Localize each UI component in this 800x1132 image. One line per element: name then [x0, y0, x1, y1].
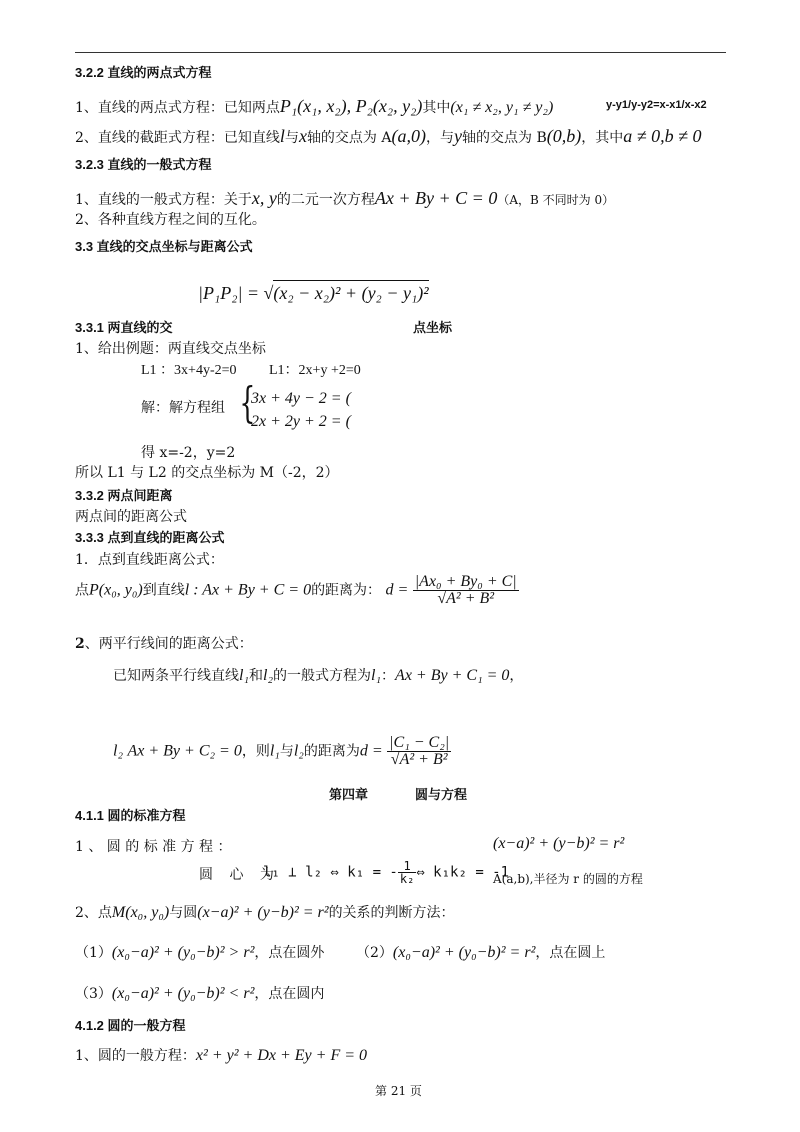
parallel-lines-line: [113, 668, 523, 684]
distance-radicand: (x₂ − x₂)² + (y₂ − y₁)²: [273, 280, 428, 303]
line-l2: L1：2x+y +2=0: [269, 363, 361, 378]
case-1: [75, 945, 324, 961]
section-3-3-1-heading: 3.3.1 两直线的交: [75, 320, 173, 335]
text: 与: [284, 130, 299, 146]
case-2: [356, 945, 605, 961]
intercept-form-line: [75, 127, 702, 145]
two-point-form-line: [75, 97, 553, 116]
text: 1、圆的一般方程：: [75, 1048, 196, 1064]
two-point-form-text: y-y1/y-y2=x-x1/x-x2: [606, 99, 707, 111]
formula-left: l₁ ⊥ l₂ ⇔ k₁ = -: [263, 864, 398, 881]
standard-circle-label: 1 、 圆 的 标 准 方 程 ：: [75, 839, 232, 855]
text: 其中: [422, 100, 451, 116]
section-4-1-1-heading: 4.1.1 圆的标准方程: [75, 808, 186, 823]
text: 和: [249, 668, 264, 684]
case-result: ，点在圆内: [254, 986, 325, 1002]
sqrt-sign: √: [263, 283, 274, 303]
text: 2、点: [75, 905, 112, 921]
system-eq-2: 2x + 2y + 2 = (: [251, 413, 351, 430]
section-3-3-1-heading-right: 点坐标: [413, 320, 453, 335]
case-result: ，点在圆上: [535, 945, 606, 961]
two-point-distance-line: 两点间的距离公式: [75, 509, 187, 525]
text: 的一般式方程为: [273, 668, 372, 684]
text: ：: [381, 668, 396, 684]
text: 的关系的判断方法：: [328, 905, 455, 921]
parallel-distance-fraction: [387, 735, 451, 768]
general-circle-equation: x² + y² + Dx + Ey + F = 0: [195, 1047, 368, 1064]
text: 的距离为：: [311, 582, 382, 599]
page-number: 第 21 页: [375, 1084, 422, 1098]
line-l1: L1 ：3x+4y-2=0: [141, 363, 237, 378]
chapter-4-title: 第四章: [329, 787, 369, 802]
intersection-conclusion: 所以 L1 与 L2 的交点坐标为 M（-2，2）: [75, 465, 339, 481]
text: 到直线: [142, 582, 185, 599]
section-4-1-2-heading: 4.1.2 圆的一般方程: [75, 1018, 186, 1033]
parallel-distance-formula: [113, 735, 451, 768]
section-3-3-2-heading: 3.3.2 两点间距离: [75, 488, 173, 503]
d-equals: d =: [385, 581, 409, 599]
case-result: ，点在圆外: [254, 945, 325, 961]
fraction-denominator: √A² + B²: [437, 590, 495, 607]
var-l: l: [279, 126, 285, 146]
center-label: 圆 心 为: [199, 867, 280, 883]
k-fraction: [398, 860, 416, 885]
line-2-equation: Ax + By + C₂ = 0: [127, 742, 242, 760]
var-l1: l₁: [371, 667, 382, 684]
case-equation: (x₀−a)² + (y₀−b)² = r²: [392, 944, 536, 961]
section-3-2-3-heading: 3.2.3 直线的一般式方程: [75, 157, 212, 172]
distance-fraction: [413, 574, 519, 607]
case-number: （2）: [356, 945, 393, 961]
var-x: x: [298, 126, 307, 146]
general-circle-line: [75, 1048, 367, 1064]
text: 1、直线的一般式方程：关于: [75, 192, 252, 208]
text: ，与: [426, 130, 454, 146]
text: 轴的交点为 A: [306, 130, 392, 146]
standard-circle-equation: (x−a)² + (y−b)² = r²: [493, 835, 625, 852]
condition-formula: (x₁ ≠ x₂, y₁ ≠ y₂): [450, 99, 554, 116]
header-rule: [75, 52, 726, 53]
case-inequality: (x₀−a)² + (y₀−b)² < r²: [111, 985, 255, 1002]
case-3: [75, 986, 324, 1002]
text: ，: [509, 668, 524, 684]
point-line-distance-label: 1．点到直线距离公式：: [75, 552, 224, 568]
point-m: M(x₀, y₀): [111, 904, 170, 921]
fraction-denominator: √A² + B²: [390, 751, 448, 768]
conversion-line: 2、各种直线方程之间的互化。: [75, 212, 266, 228]
case-number: （3）: [75, 986, 112, 1002]
condition-formula: a ≠ 0,b ≠ 0: [623, 126, 702, 146]
chapter-4-subtitle: 圆与方程: [415, 787, 468, 802]
solution-line: 得 x=-2，y=2: [141, 445, 236, 461]
text: 已知两条平行线直线: [113, 668, 239, 684]
perpendicular-formula: [263, 860, 509, 885]
text: 的距离为: [303, 743, 360, 760]
point-circle-relation-line: [75, 905, 455, 921]
note: （A，B 不同时为 0）: [497, 193, 615, 207]
points-formula: P₁(x₁, x₂), P₂(x₂, y₂): [279, 96, 423, 116]
line-1-equation: Ax + By + C₁ = 0: [395, 667, 510, 684]
circle-equation: (x−a)² + (y−b)² = r²: [197, 904, 329, 921]
text: 的二元一次方程: [276, 192, 375, 208]
distance-lhs: |P₁P₂| =: [198, 283, 260, 303]
item-number: 2: [75, 636, 85, 652]
fraction-denominator: k₂: [399, 872, 415, 886]
system-eq-1: 3x + 4y − 2 = (: [251, 390, 351, 407]
text: ，则: [241, 743, 270, 760]
example-line: 1、给出例题：两直线交点坐标: [75, 341, 266, 357]
distance-formula: [198, 284, 429, 302]
var-xy: x, y: [251, 188, 277, 208]
text: 轴的交点为 B: [462, 130, 547, 146]
var-l1: l₁: [239, 667, 250, 684]
var-l2: l₂: [113, 742, 124, 760]
d-equals: d =: [359, 742, 383, 760]
point-a: (a,0): [391, 126, 426, 146]
text: 点: [75, 582, 89, 599]
case-inequality: (x₀−a)² + (y₀−b)² > r²: [111, 944, 255, 961]
section-3-3-3-heading: 3.3.3 点到直线的距离公式: [75, 530, 225, 545]
text: ，其中: [581, 130, 624, 146]
line-l-equation: l : Ax + By + C = 0: [184, 581, 312, 599]
text: 与圆: [169, 905, 198, 921]
point-line-distance-formula: [75, 574, 519, 607]
point-b: (0,b): [546, 126, 582, 146]
var-y: y: [454, 126, 462, 146]
case-number: （1）: [75, 945, 112, 961]
general-form-line: [75, 189, 614, 207]
text: 与: [279, 743, 294, 760]
point-p: P(x₀, y₀): [89, 581, 143, 599]
fraction-numerator: |Ax₀ + By₀ + C|: [414, 573, 517, 590]
var-l1: l₁: [269, 742, 280, 760]
solve-label: 解：解方程组: [141, 400, 225, 416]
center-radius-note: A(a,b),半径为 r 的圆的方程: [493, 872, 643, 886]
text: 、两平行线间的距离公式：: [84, 636, 253, 652]
section-3-3-heading: 3.3 直线的交点坐标与距离公式: [75, 239, 253, 254]
fraction-numerator: 1: [398, 860, 416, 873]
system-brace: {: [239, 378, 256, 427]
general-equation: Ax + By + C = 0: [374, 188, 498, 208]
var-l2: l₂: [263, 667, 274, 684]
text: 2、直线的截距式方程：已知直线: [75, 130, 280, 146]
section-3-2-2-heading: 3.2.2 直线的两点式方程: [75, 65, 212, 80]
text: 1、直线的两点式方程：已知两点: [75, 100, 280, 116]
var-l2: l₂: [293, 742, 304, 760]
parallel-distance-label: [75, 637, 253, 651]
formula-right: ⇔ k₁k₂ = -1: [416, 864, 510, 881]
fraction-numerator: |C₁ − C₂|: [389, 734, 450, 751]
